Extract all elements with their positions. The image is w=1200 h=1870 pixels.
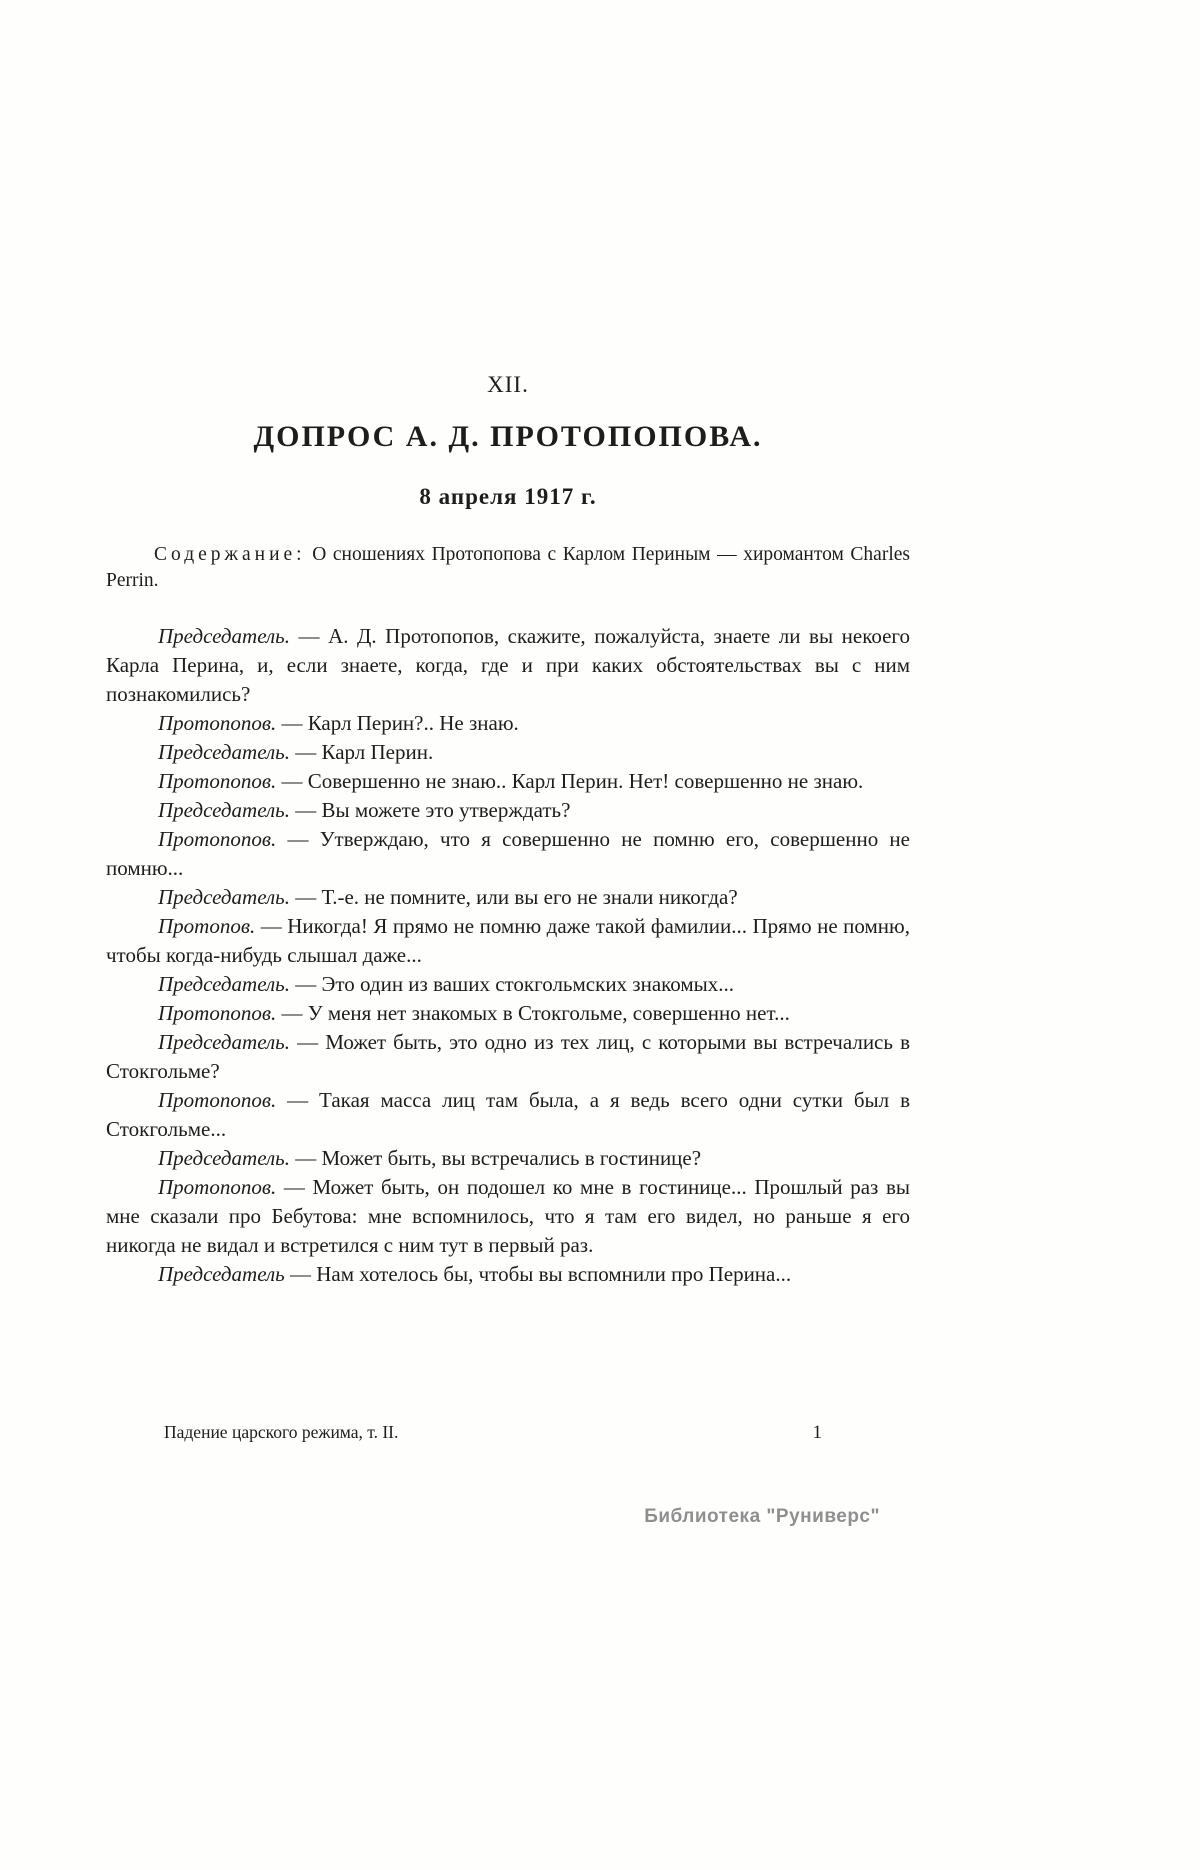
dialogue-paragraph <box>106 796 910 825</box>
dialogue-paragraph <box>106 999 910 1028</box>
dialogue-paragraph <box>106 738 910 767</box>
dialogue-body <box>106 622 910 1289</box>
footer-page-number: 1 <box>812 1422 822 1443</box>
dialogue-paragraph <box>106 767 910 796</box>
summary-text: О сношениях Протопопова с Карлом Периным — хиромантом Charles Perrin. <box>106 544 910 591</box>
speaker-name: Протопопов. <box>158 1001 277 1025</box>
speaker-name: Протопопов. <box>158 711 277 735</box>
speech-text: — Может быть, он подошел ко мне в гостинице... Прошлый раз вы мне сказали про Бебутова: мне вспомнилось, что я там его видел, но раньше я его никогда не видал и встретился с ним тут в первый раз. <box>106 1175 910 1257</box>
speaker-name: Председатель. <box>158 798 290 822</box>
speaker-name: Протопопов. <box>158 769 277 793</box>
library-watermark: Библиотека "Руниверс" <box>644 1506 880 1527</box>
speech-text: — А. Д. Протопопов, скажите, пожалуйста, знаете ли вы некоего Карла Перина, и, если знаете, когда, где и при каких обстоятельствах вы с ним познакомились? <box>106 624 910 706</box>
footer-book-title: Падение царского режима, т. II. <box>164 1422 399 1442</box>
speech-text: — У меня нет знакомых в Стокгольме, совершенно нет... <box>276 1001 790 1025</box>
summary-paragraph <box>106 542 910 594</box>
speaker-name: Председатель. <box>158 885 290 909</box>
speech-text: — Может быть, вы встречались в гостинице? <box>289 1146 702 1170</box>
dialogue-paragraph <box>106 825 910 883</box>
speech-text: — Это один из ваших стокгольмских знакомых... <box>289 972 735 996</box>
dialogue-paragraph <box>106 1144 910 1173</box>
speaker-name: Председатель. <box>158 1146 290 1170</box>
dialogue-paragraph <box>106 883 910 912</box>
page-date: 8 апреля 1917 г. <box>419 484 597 509</box>
speech-text: — Никогда! Я прямо не помню даже такой фамилии... Прямо не помню, чтобы когда-нибудь слышал даже... <box>106 914 910 967</box>
speaker-name: Председатель. <box>158 740 290 764</box>
speaker-name: Протопопов. <box>158 1175 277 1199</box>
speaker-name: Протопопов. <box>158 1088 277 1112</box>
summary-label: Содержание: <box>154 544 306 565</box>
speech-text: — Такая масса лиц там была, а я ведь всего одни сутки был в Стокгольме... <box>106 1088 910 1141</box>
dialogue-paragraph <box>106 1028 910 1086</box>
speech-text: — Карл Перин. <box>289 740 434 764</box>
speech-text: — Может быть, это одно из тех лиц, с которыми вы встречались в Стокгольме? <box>106 1030 910 1083</box>
dialogue-paragraph <box>106 1260 910 1289</box>
speech-text: — Совершенно не знаю.. Карл Перин. Нет! совершенно не знаю. <box>276 769 864 793</box>
speaker-name: Протопов. <box>158 914 256 938</box>
dialogue-paragraph <box>106 622 910 709</box>
speaker-name: Председатель. <box>158 624 290 648</box>
speaker-name: Протопопов. <box>158 827 277 851</box>
dialogue-paragraph <box>106 1086 910 1144</box>
speaker-name: Председатель. <box>158 972 290 996</box>
speech-text: — Карл Перин?.. Не знаю. <box>276 711 519 735</box>
dialogue-paragraph <box>106 912 910 970</box>
dialogue-paragraph <box>106 1173 910 1260</box>
speaker-name: Председатель <box>158 1262 285 1286</box>
page-footer <box>106 1422 910 1444</box>
speech-text: — Вы можете это утверждать? <box>289 798 571 822</box>
speech-text: — Нам хотелось бы, чтобы вы вспомнили про Перина... <box>284 1262 792 1286</box>
dialogue-paragraph <box>106 970 910 999</box>
page-title: ДОПРОС А. Д. ПРОТОПОПОВА. <box>253 420 763 453</box>
speech-text: — Утверждаю, что я совершенно не помню его, совершенно не помню... <box>106 827 910 880</box>
dialogue-paragraph <box>106 709 910 738</box>
speaker-name: Председатель. <box>158 1030 290 1054</box>
section-number: XII. <box>487 372 529 397</box>
speech-text: — Т.-е. не помните, или вы его не знали никогда? <box>289 885 738 909</box>
